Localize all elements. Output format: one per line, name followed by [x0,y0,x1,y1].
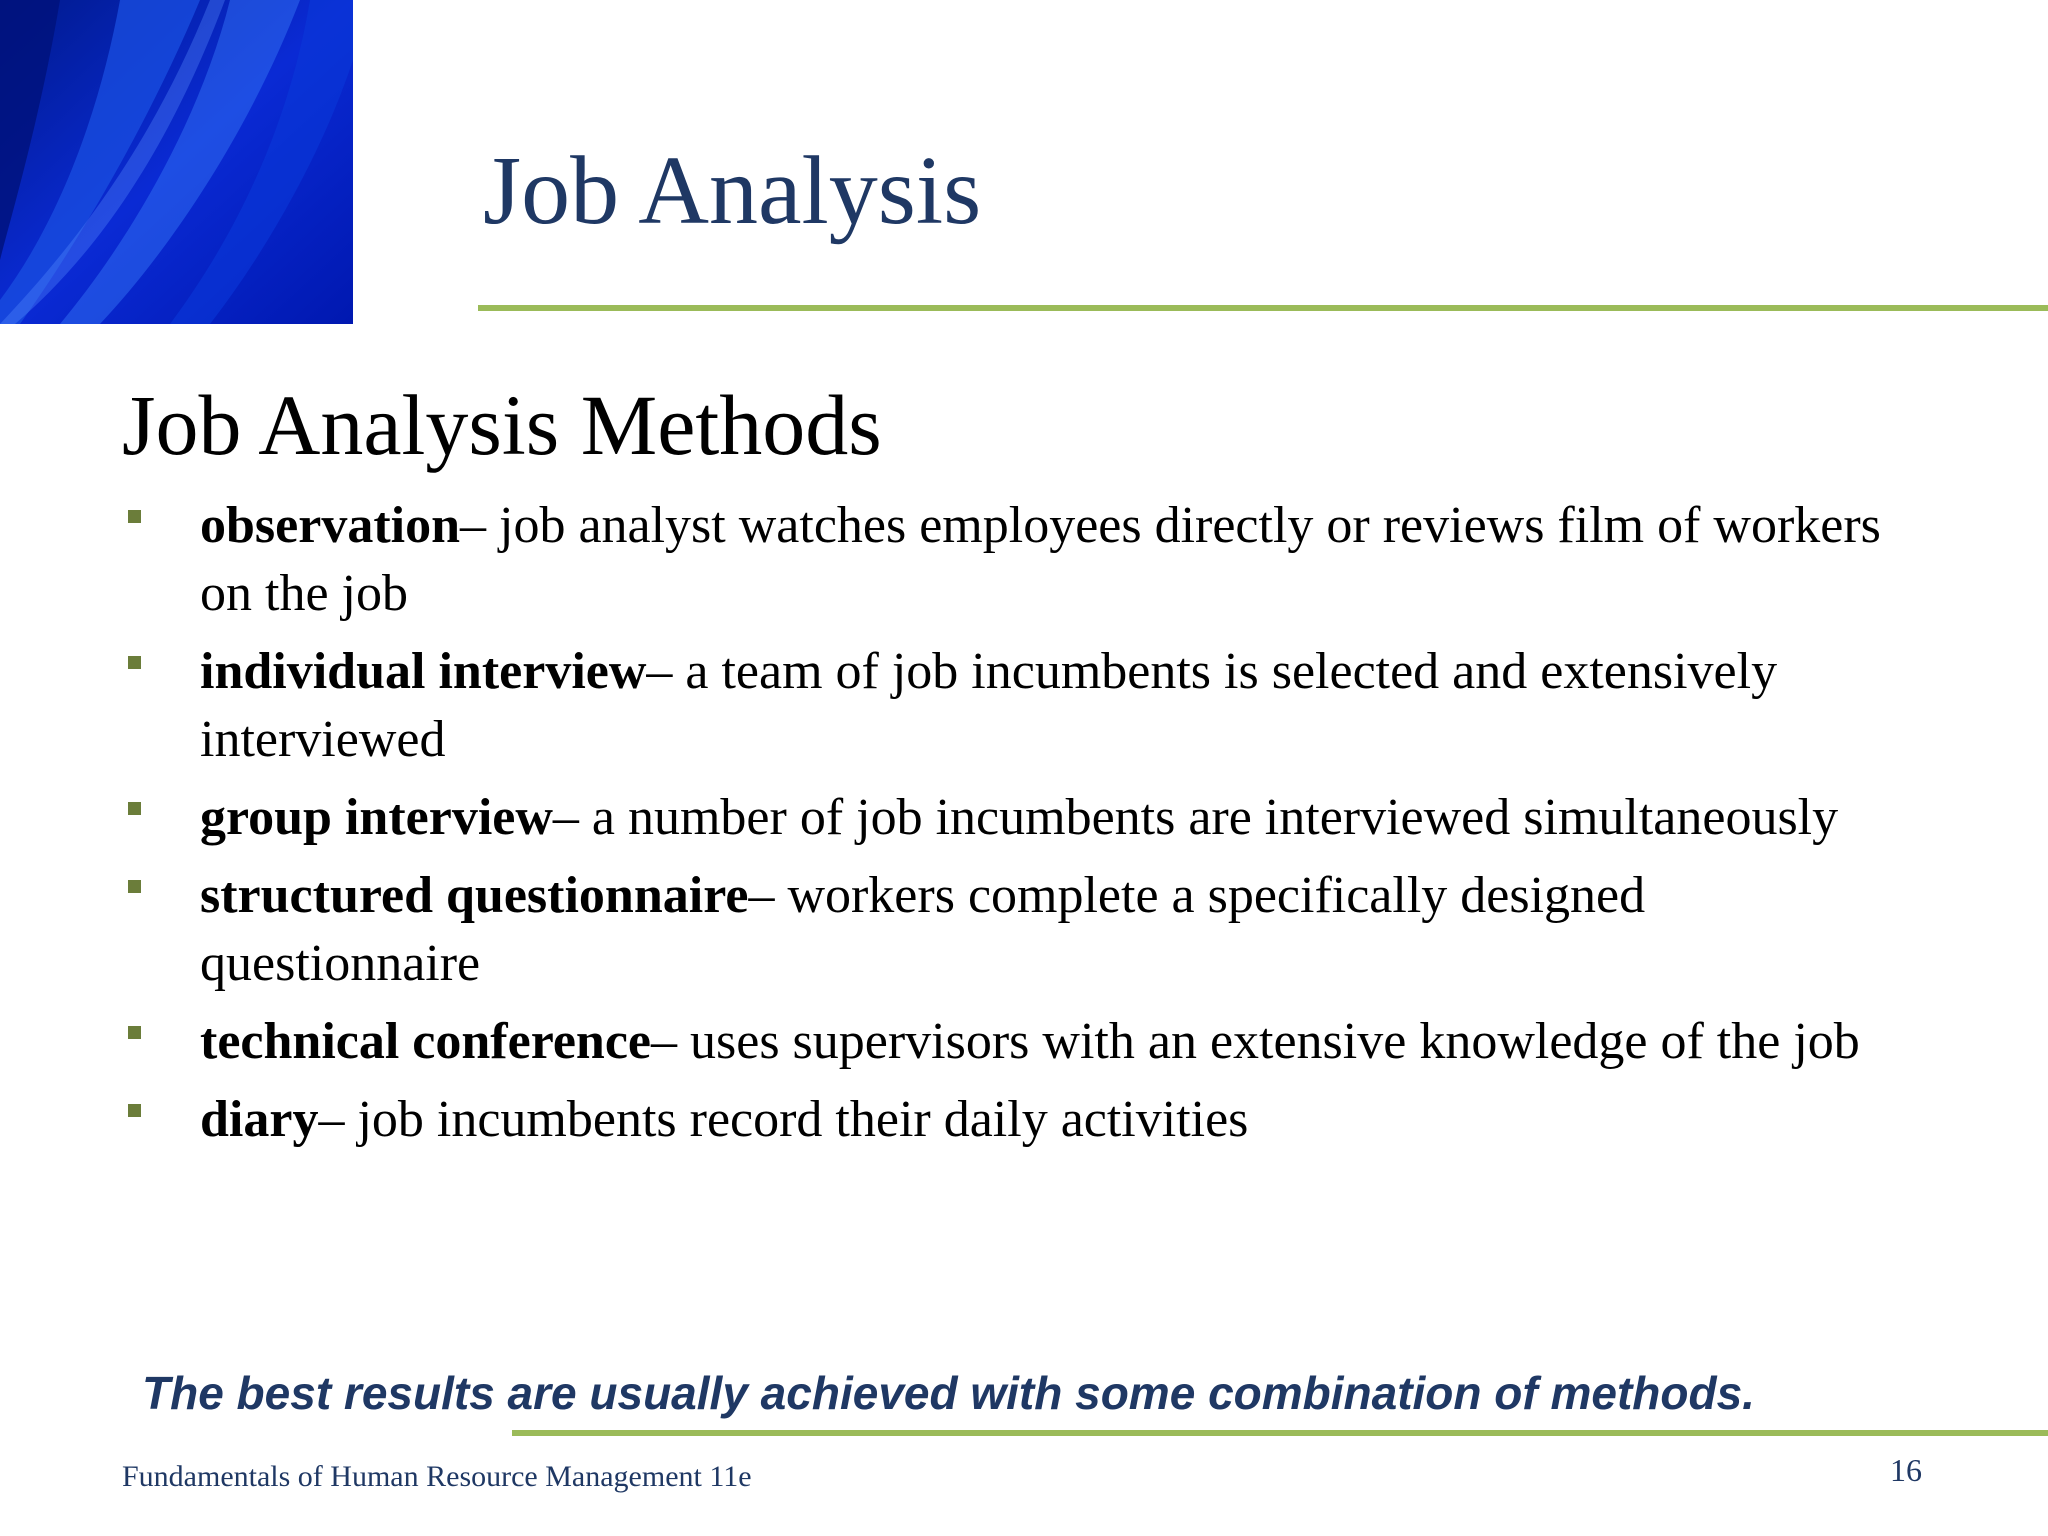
callout-text: The best results are usually achieved with some combination of methods. [142,1367,1755,1419]
list-item [122,784,1922,852]
method-description: – uses supervisors with an extensive knowledge of the job [651,1013,1860,1070]
title-divider [478,305,2048,311]
footer-divider [512,1430,2048,1436]
square-bullet-icon [128,1026,141,1039]
method-description: – a team of job incumbents is selected and extensively interviewed [200,643,1778,768]
method-term: technical conference [200,1013,651,1070]
methods-list [122,492,1922,1164]
page-number: 16 [1890,1452,1922,1488]
square-bullet-icon [128,1104,141,1117]
list-item [122,1008,1922,1076]
method-description: – workers complete a specifically designed questionnaire [200,867,1646,992]
section-heading: Job Analysis Methods [122,377,882,473]
method-term: structured questionnaire [200,867,749,924]
footer-text: Fundamentals of Human Resource Management 11e [122,1460,752,1493]
method-term: observation [200,497,460,554]
method-term: diary [200,1091,319,1148]
square-bullet-icon [128,880,141,893]
square-bullet-icon [128,656,141,669]
list-item [122,1086,1922,1154]
method-description: – job analyst watches employees directly or reviews film of workers on the job [200,497,1881,622]
list-item [122,862,1922,998]
square-bullet-icon [128,510,141,523]
list-item [122,638,1922,774]
corner-decoration [0,0,353,324]
method-term: individual interview [200,643,647,700]
square-bullet-icon [128,802,141,815]
method-description: – job incumbents record their daily activities [318,1091,1249,1148]
list-item [122,492,1922,628]
slide-title: Job Analysis [483,137,982,245]
method-term: group interview [200,789,553,846]
method-description: – a number of job incumbents are interviewed simultaneously [552,789,1839,846]
